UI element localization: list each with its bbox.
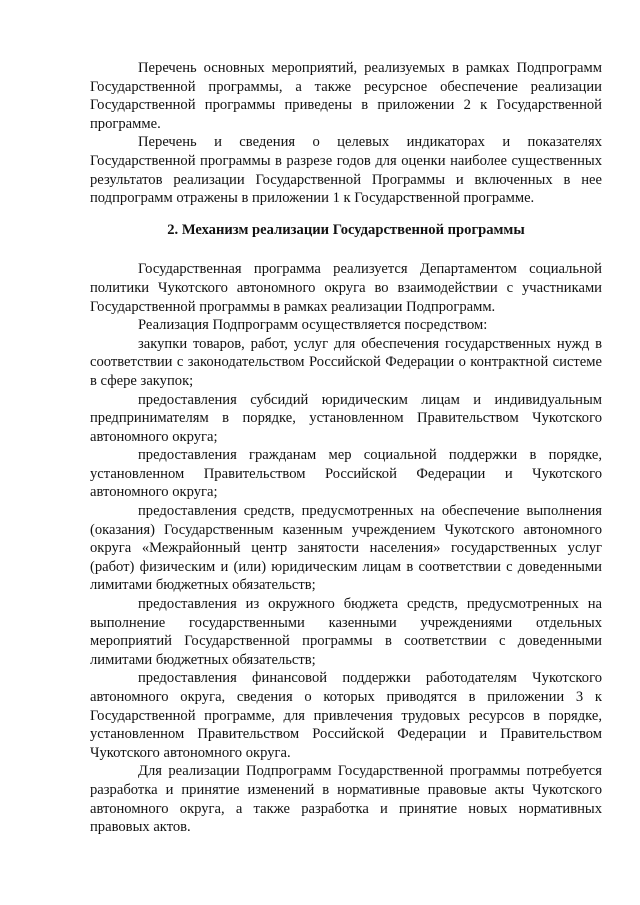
paragraph-legal-acts: Для реализации Подпрограмм Государственной программы потребуется разработка и принятие изменений в нормативные правовые акты Чукотского автономного округа, а также разработка и принятие новых нормативных правовых актов. [90, 763, 602, 836]
paragraph-procurement: закупки товаров, работ, услуг для обеспечения государственных нужд в соответствии с законодательством Российской Федерации о контрактной системе в сфере закупок; [90, 335, 602, 389]
paragraph-activities-list: Перечень основных мероприятий, реализуемых в рамках Подпрограмм Государственной программы, а также ресурсное обеспечение реализации Государственной программы приведены в приложении 2 к Государственной программе. [90, 60, 602, 132]
paragraph-means-intro: Реализация Подпрограмм осуществляется посредством: [138, 317, 488, 334]
paragraph-subsidies: предоставления субсидий юридическим лицам и индивидуальным предпринимателям в порядке, установленном Правительством Чукотского автономного округа; [90, 391, 602, 445]
paragraph-district-budget: предоставления из окружного бюджета средств, предусмотренных на выполнение государственными казенными учреждениями отдельных мероприятий Государственной программы в соответствии с доведенными лимитами бюджетных обязательств; [90, 596, 602, 668]
paragraph-social-support: предоставления гражданам мер социальной поддержки в порядке, установленном Правительством Российской Федерации и Чукотского автономного округа; [90, 447, 602, 501]
paragraph-employment-center: предоставления средств, предусмотренных на обеспечение выполнения (оказания) Государственным казенным учреждением Чукотского автономного округа «Межрайонный центр занятости населения» государственных услуг (работ) физическим и (или) юридическим лицам в соответствии с доведенными лимитами бюджетных обязательств; [90, 503, 602, 594]
section-heading: 2. Механизм реализации Государственной программы [167, 221, 525, 238]
paragraph-financial-support: предоставления финансовой поддержки работодателям Чукотского автономного округа, сведения о которых приводятся в приложении 3 к Государственной программе, для привлечения трудовых ресурсов в порядке, установленном Правительством Российской Федерации и Правительством Чукотского автономного округа. [90, 670, 602, 761]
document-page [90, 59, 602, 837]
paragraph-implementation: Государственная программа реализуется Департаментом социальной политики Чукотского автономного округа во взаимодействии с участниками Государственной программы в рамках реализации Подпрограмм. [90, 261, 602, 315]
paragraph-indicators-list: Перечень и сведения о целевых индикаторах и показателях Государственной программы в разрезе годов для оценки наиболее существенных результатов реализации Государственной Программы и включенных в нее подпрограмм отражены в приложении 1 к Государственной программе. [90, 134, 602, 207]
